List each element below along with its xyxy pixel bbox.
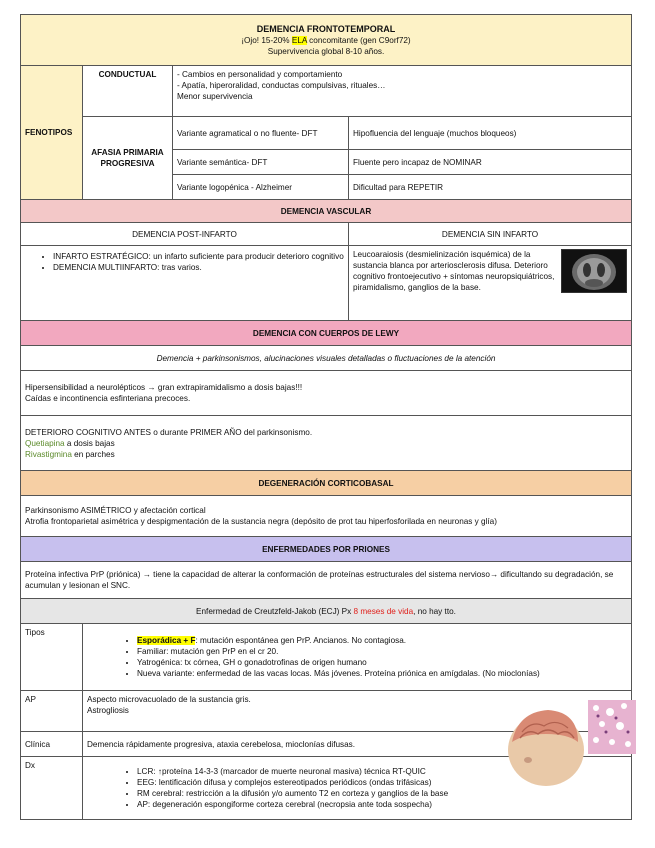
list-item: • EEG: lentificación difusa y complejos estereotipados periódicos (ondas trifásicas) — [137, 777, 627, 788]
list-item — [137, 635, 627, 646]
tipos-label: Tipos — [21, 624, 83, 691]
ap-line: Aspecto microvacuolado de la sustancia gris. — [87, 695, 251, 704]
list-item: • LCR: ↑proteína 14-3-3 (marcador de muerte neuronal masiva) técnica RT-QUIC — [137, 766, 627, 777]
lewy-subtitle: Demencia + parkinsonismos, alucinaciones visuales detalladas o fluctuaciones de la atención — [21, 346, 632, 371]
clinica-label: Clínica — [21, 732, 83, 757]
behavioral-line: Menor supervivencia — [177, 92, 253, 101]
list-item: • RM cerebral: restricción a la difusión y/o aumento T2 en corteza y ganglios de la base — [137, 788, 627, 799]
postinfarct-title: DEMENCIA POST-INFARTO — [21, 223, 349, 246]
ftd-note-highlight: ELA — [291, 35, 307, 45]
cjd-note: , no hay tto. — [413, 606, 456, 616]
lewy-line: Hipersensibilidad a neurolépticos → gran extrapiramidalismo a dosis bajas!!! — [25, 383, 303, 392]
ppa-variant: Variante agramatical o no fluente- DFT — [173, 117, 349, 150]
tipo-text: : mutación espontánea gen PrP. Ancianos. No contagiosa. — [195, 636, 407, 645]
tipos-content — [83, 624, 632, 691]
ftd-title: DEMENCIA FRONTOTEMPORAL — [256, 23, 396, 34]
prion-header: ENFERMEDADES POR PRIONES — [21, 537, 632, 562]
cbd-line: Atrofia frontoparietal asimétrica y despigmentación de la sustancia negra (depósito de prot tau hiperfosforilada en neuronas y glía) — [25, 517, 497, 526]
list-item: • DEMENCIA MULTIINFARTO: tras varios. — [53, 262, 344, 273]
ppa-description: Dificultad para REPETIR — [349, 175, 632, 200]
lewy-treatment — [21, 416, 632, 471]
ppa-variant: Variante semántica- DFT — [173, 150, 349, 175]
noinfarct-text: Leucoaraiosis (desmielinización isquémica) de la sustancia blanca por arteriosclerosis difusa. Deterioro cognitivo frontoejecutivo + síntomas neuropsiquiátricos, piramidalismo, ganglios de la base. — [353, 250, 555, 292]
list-item: • Familiar: mutación gen PrP en el cr 20. — [137, 646, 627, 657]
list-item: • Nueva variante: enfermedad de las vacas locas. Más jóvenes. Proteína priónica en amígdalas. (No mioclonías) — [137, 668, 627, 679]
cbd-line: Parkinsonismo ASIMÉTRICO y afectación cortical — [25, 506, 206, 515]
list-item: • AP: degeneración espongiforme corteza cerebral (necropsia ante toda sospecha) — [137, 799, 627, 810]
list-item: • INFARTO ESTRATÉGICO: un infarto suficiente para producir deterioro cognitivo — [53, 251, 344, 262]
prion-intro: Proteína infectiva PrP (priónica) → tiene la capacidad de alterar la conformación de proteínas estructurales del sistema nervioso→ dificultando su degradación, se acumulan y lesionan el SNC. — [21, 562, 632, 599]
ftd-survival: Supervivencia global 8-10 años. — [267, 46, 385, 56]
behavioral-line: - Cambios en personalidad y comportamiento — [177, 70, 343, 79]
cjd-header — [21, 599, 632, 624]
brain-mri-image — [561, 249, 627, 293]
ftd-header — [21, 15, 632, 66]
ppa-description: Fluente pero incapaz de NOMINAR — [349, 150, 632, 175]
clinica-content: Demencia rápidamente progresiva, ataxia cerebelosa, mioclonías difusas. — [83, 732, 632, 757]
lewy-line: DETERIORO COGNITIVO ANTES o durante PRIMER AÑO del parkinsonismo. — [25, 427, 313, 437]
ppa-description: Hipofluencia del lenguaje (muchos bloqueos) — [349, 117, 632, 150]
drug-note: a dosis bajas — [66, 438, 115, 448]
behavioral-description — [173, 66, 632, 117]
cbd-header: DEGENERACIÓN CORTICOBASAL — [21, 471, 632, 496]
noinfarct-title: DEMENCIA SIN INFARTO — [349, 223, 632, 246]
ftd-table — [20, 14, 632, 200]
ppa-variant: Variante logopénica - Alzheimer — [173, 175, 349, 200]
ftd-note-post: concomitante (gen C9orf72) — [309, 35, 411, 45]
lewy-drug — [25, 438, 627, 449]
ppa-label: AFASIA PRIMARIA PROGRESIVA — [83, 117, 173, 200]
dx-label: Dx — [21, 757, 83, 820]
behavioral-label: CONDUCTUAL — [83, 66, 173, 117]
lewy-header: DEMENCIA CON CUERPOS DE LEWY — [21, 321, 632, 346]
drug-name: Quetiapina — [25, 438, 65, 448]
lewy-table — [20, 320, 632, 471]
brain-illustration — [498, 698, 584, 788]
histology-image — [588, 700, 636, 754]
cjd-title: Enfermedad de Creutzfeld-Jakob (ECJ) Px — [196, 606, 352, 616]
ap-line: Astrogliosis — [87, 706, 129, 715]
ftd-note — [25, 35, 627, 46]
cbd-table — [20, 470, 632, 537]
lewy-line: Caídas e incontinencia esfinteriana precoces. — [25, 394, 191, 403]
drug-name: Rivastigmina — [25, 449, 72, 459]
tipo-highlight: Esporádica + F — [137, 636, 196, 645]
phenotypes-label: FENOTIPOS — [21, 66, 83, 200]
noinfarct-description — [349, 246, 632, 321]
list-item: • Yatrogénica: tx córnea, GH o gonadotrofinas de origen humano — [137, 657, 627, 668]
lewy-hypersensitivity — [21, 371, 632, 416]
lewy-drug — [25, 449, 627, 460]
postinfarct-description — [21, 246, 349, 321]
drug-note: en parches — [74, 449, 115, 459]
vascular-header: DEMENCIA VASCULAR — [21, 200, 632, 223]
ap-label: AP — [21, 691, 83, 732]
cjd-survival: 8 meses de vida — [353, 606, 414, 616]
cbd-description — [21, 496, 632, 537]
behavioral-line: - Apatía, hiperoralidad, conductas compulsivas, rituales… — [177, 81, 386, 90]
vascular-table — [20, 199, 632, 321]
ftd-note-pre: ¡Ojo! 15-20% — [241, 35, 290, 45]
